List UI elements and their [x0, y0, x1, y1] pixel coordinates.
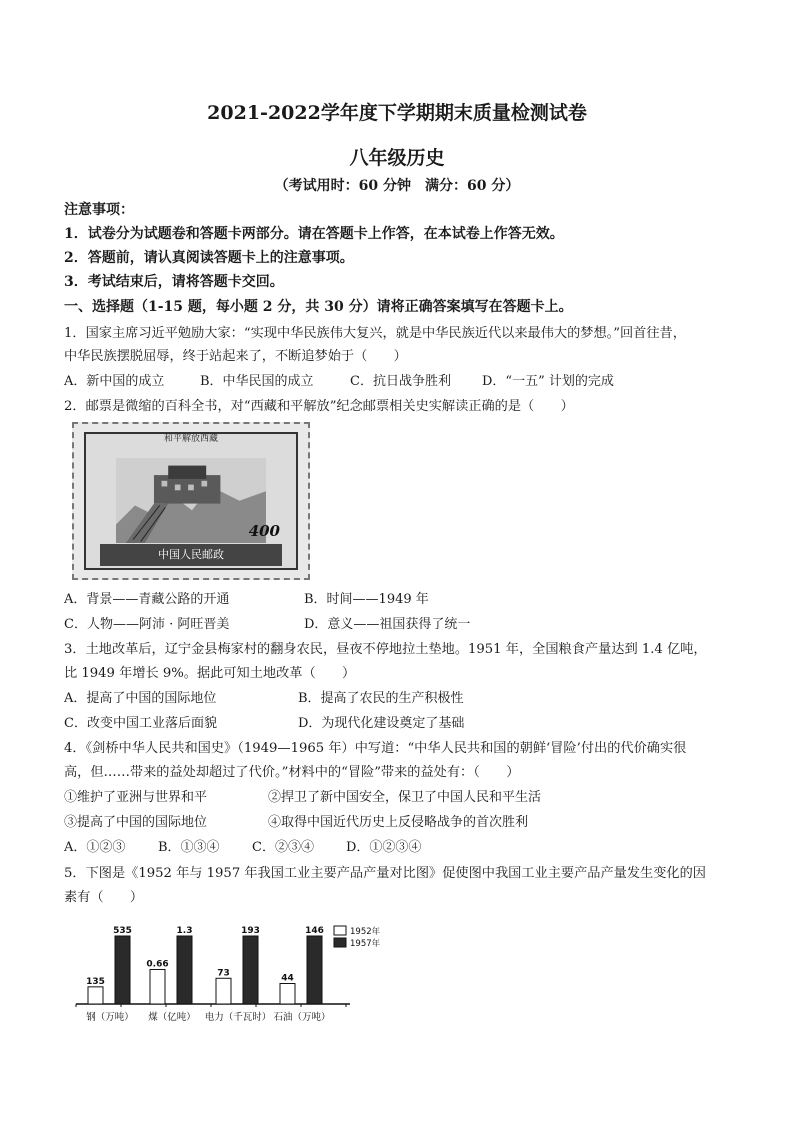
question-4-option-b: B．①③④	[158, 840, 220, 855]
legend-swatch	[334, 938, 346, 947]
question-4-text: 4．《剑桥中华人民共和国史》（1949—1965 年）中写道：“中华人民共和国的朝鲜‘冒险’付出的代价确实很	[64, 741, 687, 756]
question-2-option-a: A．背景——青藏公路的开通	[64, 592, 230, 607]
industrial-output-bar-chart	[68, 924, 398, 1036]
question-3-option-d: D．为现代化建设奠定了基础	[298, 716, 465, 731]
question-2-option-c: C．人物——阿沛 · 阿旺晋美	[64, 617, 230, 632]
category-label: 石油（万吨）	[273, 1012, 331, 1023]
legend-label: 1957年	[350, 939, 381, 949]
legend-label: 1952年	[350, 927, 381, 937]
question-1-text: 1．国家主席习近平勉励大家：“实现中华民族伟大复兴，就是中华民族近代以来最伟大的梦想。”回首往昔，	[64, 326, 686, 341]
bar-value-label: 73	[217, 968, 230, 979]
question-2-option-b: B．时间——1949 年	[304, 592, 429, 607]
bar-1957	[115, 936, 130, 1004]
question-4-statement: ④取得中国近代历史上反侵略战争的首次胜利	[268, 815, 529, 830]
question-1-text: 中华民族摆脱屈辱，终于站起来了，不断追梦始于（ ）	[64, 349, 407, 364]
question-4-text: 高，但……带来的益处却超过了代价。”材料中的“冒险”带来的益处有：（ ）	[64, 765, 520, 780]
bar-1957	[307, 936, 322, 1004]
notes-heading: 注意事项：	[64, 202, 134, 218]
question-4-option-d: D．①②③④	[346, 840, 422, 855]
stamp-top-text: 和平解放西藏	[163, 434, 218, 444]
question-2-option-d: D．意义——祖国获得了统一	[304, 617, 471, 632]
bar-1952	[88, 987, 103, 1004]
note-item: 3．考试结束后，请将答题卡交回。	[64, 274, 284, 290]
note-item: 2．答题前，请认真阅读答题卡上的注意事项。	[64, 250, 354, 266]
question-2-text: 2．邮票是微缩的百科全书，对“西藏和平解放”纪念邮票相关史实解读正确的是（ ）	[64, 399, 574, 414]
stamp-value: 400	[248, 522, 280, 540]
question-3-text: 比 1949 年增长 9%。据此可知土地改革（ ）	[64, 666, 356, 681]
bar-1952	[280, 984, 295, 1004]
question-4-option-a: A．①②③	[64, 840, 126, 855]
category-label: 煤（亿吨）	[148, 1012, 196, 1023]
question-1-option-b: B．中华民国的成立	[200, 374, 314, 389]
bar-value-label: 135	[86, 976, 105, 987]
question-4-option-c: C．②③④	[252, 840, 314, 855]
bar-value-label: 44	[281, 973, 294, 984]
question-3-option-b: B．提高了农民的生产积极性	[298, 691, 464, 706]
bar-value-label: 0.66	[146, 959, 169, 970]
bar-value-label: 193	[241, 926, 260, 936]
bar-value-label: 146	[305, 926, 324, 936]
exam-info: （考试用时：60 分钟 满分：60 分）	[274, 178, 520, 194]
question-4-statement: ②捍卫了新中国安全，保卫了中国人民和平生活	[268, 790, 542, 805]
exam-title: 2021-2022学年度下学期期末质量检测试卷	[207, 102, 587, 124]
note-item: 1．试卷分为试题卷和答题卡两部分。请在答题卡上作答，在本试卷上作答无效。	[64, 226, 564, 242]
bar-1952	[216, 978, 231, 1004]
question-4-statement: ①维护了亚洲与世界和平	[64, 790, 208, 805]
question-1-option-a: A．新中国的成立	[64, 374, 165, 389]
potala-palace-illustration	[116, 458, 266, 543]
category-label: 钢（万吨）	[86, 1012, 134, 1023]
question-3-option-c: C．改变中国工业落后面貌	[64, 716, 217, 731]
question-3-option-a: A．提高了中国的国际地位	[64, 691, 217, 706]
bar-value-label: 1.3	[176, 926, 193, 936]
bar-1952	[150, 969, 165, 1004]
stamp-bottom-text: 中国人民邮政	[100, 544, 282, 566]
bar-1957	[243, 936, 258, 1004]
tibet-stamp-image	[72, 422, 310, 580]
section-heading: 一、选择题（1-15 题，每小题 2 分，共 30 分）请将正确答案填写在答题卡上。	[64, 299, 573, 315]
category-label: 电力（千瓦时）	[204, 1012, 272, 1023]
question-1-option-c: C．抗日战争胜利	[350, 374, 451, 389]
exam-subject: 八年级历史	[349, 147, 445, 169]
question-1-option-d: D．“一五” 计划的完成	[482, 374, 614, 389]
bar-value-label: 535	[113, 926, 132, 936]
bar-1957	[177, 936, 192, 1004]
question-5-text: 素有（ ）	[64, 890, 144, 905]
stamp-frame	[84, 432, 298, 570]
question-5-text: 5．下图是《1952 年与 1957 年我国工业主要产品产量对比图》促使图中我国工业主要产品产量发生变化的因	[64, 866, 706, 881]
question-4-statement: ③提高了中国的国际地位	[64, 815, 208, 830]
legend-swatch	[334, 926, 346, 935]
question-3-text: 3．土地改革后，辽宁金县梅家村的翻身农民，昼夜不停地拉土垫地。1951 年，全国粮食产量达到 1.4 亿吨，	[64, 642, 707, 657]
